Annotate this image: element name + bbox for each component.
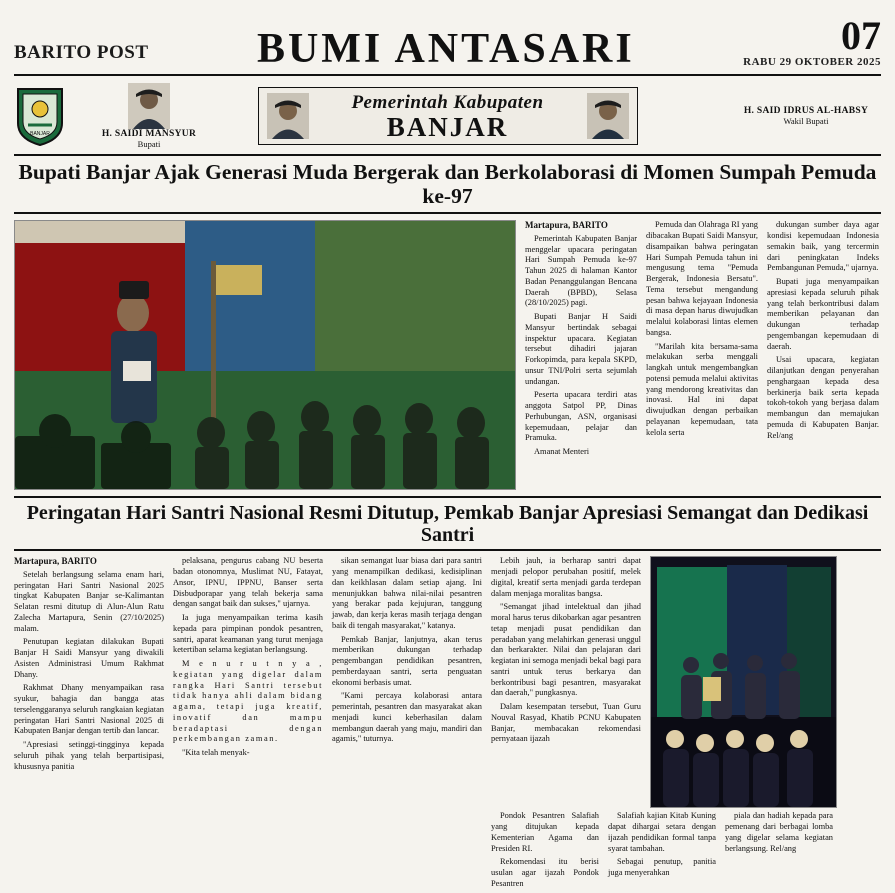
article1-headline: Bupati Banjar Ajak Generasi Muda Bergerak dan Berkolaborasi di Momen Sumpah Pemuda ke-97 bbox=[18, 160, 877, 208]
article2-headline: Peringatan Hari Santri Nasional Resmi Ditutup, Pemkab Banjar Apresiasi Semangat dan Dedikasi Santri bbox=[26, 502, 869, 547]
article2-c4-p1: Lebih jauh, ia berharap santri dapat menjadi pelopor perubahan positif, melek digital, kreatif serta menjadi garda terdepan dalam menjaga moralitas bangsa. bbox=[491, 556, 641, 598]
gov-title-box bbox=[258, 87, 638, 145]
article2-column-4 bbox=[491, 556, 641, 748]
article2-c3-p3: "Kami percaya kolaborasi antara pemerintah, pesantren dan masyarakat akan menjadi kunci keberhasilan dalam membangun daerah yang maju, mandiri dan agamis," tuturnya. bbox=[332, 691, 482, 744]
government-banner bbox=[14, 84, 881, 148]
article1-p2: Bupati Banjar H Saidi Mansyur bertindak sebagai inspektur upacara. Kegiatan tersebut dihadiri jajaran Forkopimda, para kepala SKPD, unsur TNI/Polri serta sejumlah undangan. bbox=[525, 312, 637, 386]
article2-c2-p3: M e n u r u t n y a , kegiatan yang digelar dalam rangka Hari Santri tersebut tidak hanya ahli dalam bidang agama, tetapi juga kreatif, inovatif dan mampu beradaptasi dengan perkembangan zaman. bbox=[173, 659, 323, 744]
article1-p9: Usai upacara, kegiatan dilanjutkan dengan penyerahan penghargaan kepada desa berkinerja baik serta kepada tokoh-tokoh yang berjasa dalam membangun dan memajukan pemuda di Kabupaten Banjar. Rel/ang bbox=[767, 355, 879, 440]
official-left-photo bbox=[128, 83, 170, 129]
gov-line-2: BANJAR bbox=[386, 111, 509, 142]
article2-c2-p4: "Kita telah menyak- bbox=[182, 748, 250, 758]
issue-date: RABU 29 OKTOBER 2025 bbox=[743, 56, 881, 68]
article2-caption-columns bbox=[491, 811, 841, 892]
gov-photo-left bbox=[267, 93, 309, 139]
svg-text:BANJAR: BANJAR bbox=[30, 131, 50, 137]
article2-dateline: Martapura, BARITO bbox=[14, 556, 97, 567]
page-number: 07 bbox=[841, 13, 881, 58]
masthead-right bbox=[743, 13, 881, 70]
article1-p6: "Marilah kita bersama-sama melakukan serba menggali langkah untuk mengembangkan potensi pemuda melalui aktivitas yang mendorong kreativitas dan inovasi. Hal ini dapat diwujudkan dengan perbaikan pelayanan kepemudaan, tata kelola serta bbox=[646, 341, 758, 437]
gov-title-text bbox=[309, 92, 587, 141]
article1-p5: Pemuda dan Olahraga RI yang dibacakan Bupati Saidi Mansyur, disampaikan bahwa peringatan Hari Sumpah Pemuda tahun ini mengusung tema "Pemuda Bergerak, Indonesia Bersatu". Tema tersebut mengandung pesan bahwa kejayaan Indonesia di masa depan harus diwujudkan melalui kolaborasi lintas elemen bangsa. bbox=[646, 220, 758, 337]
caption-c2-p2: Sebagai penutup, panitia juga menyerahkan bbox=[608, 857, 716, 878]
article2-column-3 bbox=[332, 556, 482, 892]
caption-c1-p1: Pondok Pesantren Salafiah yang ditujukan kepada Kementerian Agama dan Presiden RI. bbox=[491, 811, 599, 853]
article2-c1-p3: Rakhmat Dhany menyampaikan rasa syukur, bahagia dan bangga atas terselenggaranya seluruh rangkaian kegiatan peringatan Hari Santri Nasional 2025 di Kabupaten Banjar dengan tertib dan lancar. bbox=[14, 683, 164, 736]
article1-column-3 bbox=[767, 220, 879, 490]
article1-p7: dukungan sumber daya agar kondisi kepemudaan Indonesia semakin baik, yang tercermin dari peningkatan Indeks Pembangunan Pemuda," ujarnya. bbox=[767, 220, 879, 273]
article2-c3-p1: sikan semangat luar biasa dari para santri yang menampilkan dedikasi, kedisiplinan dan keikhlasan dalam setiap ajang. Ini menunjukkan bahwa nilai-nilai pesantren yang berakar pada kejujuran, tanggung jawab, dan kerja keras masih terjaga dengan baik di tengah masyarakat," katanya. bbox=[332, 556, 482, 630]
article1-p3: Peserta upacara terdiri atas anggota Satpol PP, Dinas Perhubungan, ASN, organisasi kepemudaan, pelajar dan Pramuka. bbox=[525, 390, 637, 443]
article2-photo bbox=[650, 556, 837, 808]
article2-headline-block bbox=[14, 496, 881, 551]
article2-c4-p3: Dalam kesempatan tersebut, Tuan Guru Nouval Rasyad, Khatib PCNU Kabupaten Banjar, membacakan rekomendasi pernyataan ijazah bbox=[491, 702, 641, 744]
caption-c1-p2: Rekomendasi itu berisi usulan agar ijazah Pondok Pesantren bbox=[491, 857, 599, 888]
article1-column-2 bbox=[646, 220, 758, 490]
article2-column-2 bbox=[173, 556, 323, 892]
official-right-title: Wakil Bupati bbox=[783, 116, 829, 126]
article2-column-1 bbox=[14, 556, 164, 892]
article1-p8: Bupati juga menyampaikan apresiasi kepada seluruh pihak yang telah berkontribusi dalam memberikan pelayanan dan dukungan terhadap pengembangan kepemudaan di daerah. bbox=[767, 277, 879, 351]
article2-c2-p2: Ia juga menyampaikan terima kasih kepada para pimpinan pondok pesantren, santri, aparat keamanan yang turut menjaga ketertiban selama kegiatan berlangsung. bbox=[173, 613, 323, 655]
caption-c2-p1: Salafiah kajian Kitab Kuning dapat dihargai setara dengan ijazah pendidikan formal tanpa syarat tambahan. bbox=[608, 811, 716, 853]
caption-c3-p1: piala dan hadiah kepada para pemenang dari berbagai lomba yang digelar selama kegiatan berlangsung. Rel/ang bbox=[725, 811, 833, 853]
article2-c2-p1: pelaksana, pengurus cabang NU beserta badan otonomnya, Muslimat NU, Fatayat, Ansor, IPNU, IPPNU, Banser serta Disbudporapar yang telah bekerja sama dengan sangat baik dan sukses," ujarnya. bbox=[173, 556, 323, 609]
article2-c4-p2: "Semangat jihad intelektual dan jihad moral harus terus dikobarkan agar pesantren tetap menjadi pusat pendidikan dan peradaban yang melahirkan generasi unggul dan berkarakter. Nilai dan pelajaran dari kegiatan ini semoga menjadi bekal bagi para santri untuk terus berkarya dan berkontribusi bagi pesantren, masyarakat dan daerah," pungkasnya. bbox=[491, 602, 641, 698]
caption-column-3 bbox=[725, 811, 833, 892]
section-title: BUMI ANTASARI bbox=[256, 26, 635, 72]
article2-c3-p2: Pemkab Banjar, lanjutnya, akan terus memberikan dukungan terhadap pengembangan pendidikan pesantren, pemberdayaan santri, serta penguatan ekonomi berbasis umat. bbox=[332, 634, 482, 687]
official-right bbox=[731, 106, 881, 126]
article1-column-1 bbox=[525, 220, 637, 490]
section-title-wrap bbox=[149, 28, 744, 70]
publication-name: BARITO POST bbox=[14, 42, 149, 63]
article2 bbox=[14, 556, 881, 892]
gov-photo-right bbox=[587, 93, 629, 139]
official-left-name: H. SAIDI MANSYUR bbox=[101, 129, 197, 139]
gov-line-1: Pemerintah Kabupaten bbox=[351, 91, 544, 113]
article2-c1-p2: Penutupan kegiatan dilakukan Bupati Banjar H Saidi Mansyur yang diwakili Asisten Administrasi Umum Rakhmat Dhany. bbox=[14, 637, 164, 679]
official-left bbox=[74, 83, 224, 149]
caption-column-2 bbox=[608, 811, 716, 892]
article1-p4: Amanat Menteri bbox=[534, 447, 590, 457]
official-left-title: Bupati bbox=[137, 139, 161, 149]
article2-headline-bottom-rule bbox=[14, 549, 881, 551]
masthead-rule bbox=[14, 74, 881, 76]
masthead bbox=[14, 0, 881, 70]
official-right-name: H. SAID IDRUS AL-HABSY bbox=[743, 106, 869, 116]
article2-c1-p4: "Apresiasi setinggi-tingginya kepada seluruh pihak yang telah berpartisipasi, khususnya panitia bbox=[14, 740, 164, 771]
article1-photo bbox=[14, 220, 516, 490]
caption-column-1 bbox=[491, 811, 599, 892]
article2-c1-p1: Setelah berlangsung selama enam hari, peringatan Hari Santri Nasional 2025 tingkat Kabupaten Banjar se-Kalimantan Selatan resmi ditutup di Alun-Alun Ratu Zalecha Martapura, Senin (27/10/2025) malam. bbox=[14, 569, 164, 633]
banjar-crest-icon bbox=[14, 85, 66, 147]
article1-p1: Pemerintah Kabupaten Banjar menggelar upacara peringatan Hari Sumpah Pemuda ke-97 Tahun 2025 di halaman Kantor Badan Penanggulangan Bencana Daerah (BPBD), Selasa (28/10/2025) pagi. bbox=[525, 233, 637, 308]
article1 bbox=[14, 220, 881, 490]
article1-dateline: Martapura, BARITO bbox=[525, 220, 608, 231]
headline-bottom-rule bbox=[14, 212, 881, 214]
